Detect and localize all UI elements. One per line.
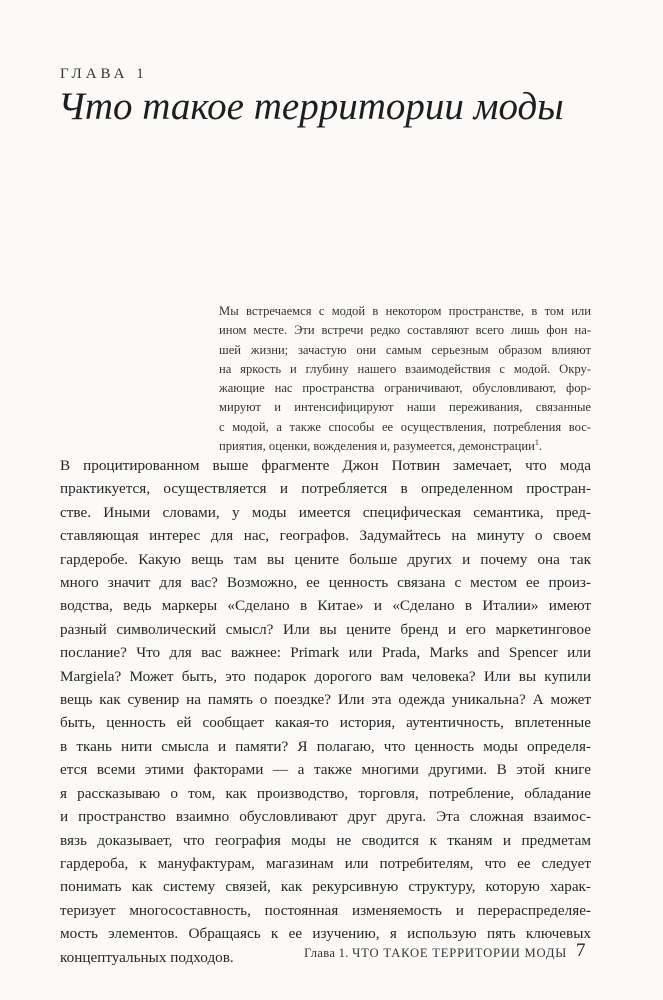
body-line: водства, ведь маркеры «Сделано в Китае» и «Сделано в Италии» имеют bbox=[60, 597, 591, 615]
epigraph bbox=[219, 302, 591, 456]
body-line: гардеробе. Какую вещь там вы цените больше других и почему она так bbox=[60, 550, 591, 568]
page-number: 7 bbox=[576, 940, 586, 961]
body-line: В процитированном выше фрагменте Джон Потвин замечает, что мода bbox=[60, 457, 591, 474]
epigraph-line: с модой, а также способы ее осуществления, потребления вос- bbox=[219, 419, 591, 434]
body-line: много значит для вас? Возможно, ее ценность связана с местом ее произ- bbox=[60, 574, 591, 592]
body-line: гардероба, к мануфактурам, магазинам или потребителям, что ее следует bbox=[60, 854, 591, 872]
body-line: вязь доказывает, что география моды не сводится к тканям и предметам bbox=[60, 831, 591, 849]
body-line: быть, ценность ей сообщает какая-то история, аутентичность, вплетенные bbox=[60, 714, 591, 732]
body-line: разный символический смысл? Или вы цените бренд и его маркетинговое bbox=[60, 620, 591, 638]
epigraph-line: шей жизни; зачастую они самым серьезным образом влияют bbox=[219, 342, 591, 357]
body-line: теризует многосоставность, постоянная изменяемость и перераспределяе- bbox=[60, 901, 591, 919]
body-line: я рассказываю о том, как производство, торговля, потребление, обладание bbox=[60, 784, 591, 802]
chapter-label: ГЛАВА 1 bbox=[60, 66, 148, 82]
body-line: Margiela? Может быть, это подарок дорогого вам человека? Или вы купили bbox=[60, 667, 591, 685]
footer-chapter-title: ЧТО ТАКОЕ ТЕРРИТОРИИ МОДЫ bbox=[352, 946, 567, 960]
epigraph-line: на яркость и глубину нашего взаимодействия с модой. Окру- bbox=[219, 361, 591, 376]
body-line: в ткань нити смысла и памяти? Я полагаю, что ценность моды определя- bbox=[60, 737, 591, 755]
body-line: мость элементов. Обращаясь к ее изучению, я использую пять ключевых bbox=[60, 925, 591, 943]
epigraph-line: Мы встречаемся с модой в некотором пространстве, в том или bbox=[219, 304, 591, 318]
body-line: концептуальных подходов. bbox=[60, 948, 234, 966]
epigraph-line-text: приятия, оценки, вожделения и, разумеется, демонстрации bbox=[219, 439, 535, 454]
footnote-marker: 1 bbox=[534, 437, 539, 447]
body-line: и пространство взаимно обусловливают друг друга. Эта сложная взаимос- bbox=[60, 808, 591, 826]
epigraph-line: ином месте. Эти встречи редко составляют всего лишь фон на- bbox=[219, 323, 591, 338]
epigraph-line: мируют и интенсифицируют наши переживания, связанные bbox=[219, 400, 591, 415]
body-line: вещь как сувенир на память о поездке? Или эта одежда уникальна? А может bbox=[60, 691, 591, 709]
chapter-title: Что такое территории моды bbox=[58, 85, 564, 128]
epigraph-line: жающие нас пространства ограничивают, обусловливают, фор- bbox=[219, 381, 591, 396]
body-line: ется всеми этими факторами — а также многими другими. В этой книге bbox=[60, 761, 591, 779]
body-line: практикуется, осуществляется и потребляется в определенном простран- bbox=[60, 480, 591, 498]
running-footer bbox=[304, 946, 567, 961]
body-line: послание? Что для вас важнее: Primark или Prada, Marks and Spencer или bbox=[60, 644, 591, 662]
body-line: ставляющая интерес для нас, географов. Задумайтесь на минуту о своем bbox=[60, 527, 591, 545]
body-paragraph bbox=[60, 454, 591, 969]
epigraph-final-period: . bbox=[538, 439, 543, 454]
body-line: стве. Иными словами, у моды имеется специфическая семантика, пред- bbox=[60, 503, 591, 521]
footer-chapter-prefix: Глава 1. bbox=[304, 946, 349, 960]
body-line: понимать как систему связей, как рекурсивную структуру, которую харак- bbox=[60, 878, 591, 896]
